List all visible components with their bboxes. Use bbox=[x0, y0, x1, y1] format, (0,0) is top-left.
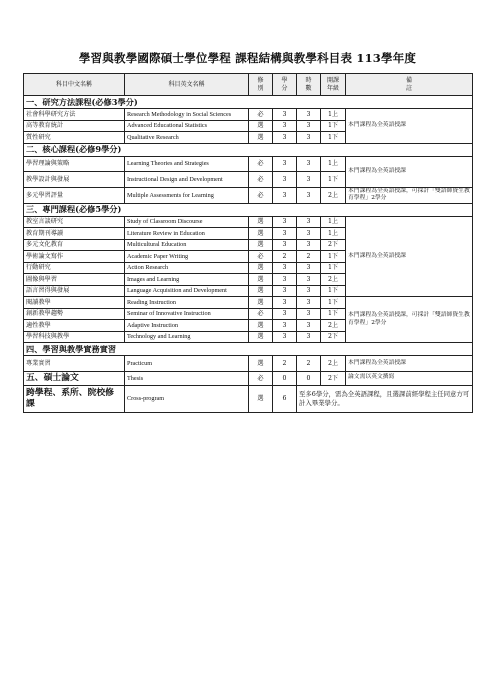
course-hours: 0 bbox=[297, 371, 321, 385]
course-hours: 3 bbox=[297, 285, 321, 297]
course-en: Instructional Design and Development bbox=[125, 172, 249, 188]
course-semester: 2上 bbox=[321, 274, 346, 286]
course-type: 必 bbox=[249, 251, 273, 263]
course-hours: 3 bbox=[297, 109, 321, 121]
course-en: Learning Theories and Strategies bbox=[125, 156, 249, 172]
course-en: Practicum bbox=[125, 356, 249, 372]
course-en: Multiple Assessments for Learning bbox=[125, 187, 249, 203]
course-hours: 3 bbox=[297, 262, 321, 274]
table-row bbox=[24, 187, 473, 203]
course-en: Cross-program bbox=[125, 385, 249, 412]
page-title: 學習與教學國際碩士學位學程 課程結構與教學科目表 113學年度 bbox=[78, 51, 417, 65]
header-en-name: 科目英文名稱 bbox=[125, 74, 249, 96]
course-zh: 適性教學 bbox=[24, 320, 125, 332]
course-credits: 3 bbox=[273, 156, 297, 172]
section-heading bbox=[24, 203, 473, 216]
course-note: 本門課程為全英語授課 bbox=[346, 356, 473, 372]
course-credits: 3 bbox=[273, 239, 297, 251]
course-semester: 1下 bbox=[321, 251, 346, 263]
course-en: Academic Paper Writing bbox=[125, 251, 249, 263]
course-zh: 圖像與學習 bbox=[24, 274, 125, 286]
course-hours: 3 bbox=[297, 187, 321, 203]
course-type: 選 bbox=[249, 285, 273, 297]
course-zh: 多元學習評量 bbox=[24, 187, 125, 203]
course-credits: 3 bbox=[273, 320, 297, 332]
course-type: 選 bbox=[249, 216, 273, 228]
course-credits: 3 bbox=[273, 262, 297, 274]
course-en: Technology and Learning bbox=[125, 331, 249, 343]
course-en: Images and Learning bbox=[125, 274, 249, 286]
section-heading bbox=[24, 96, 473, 109]
course-zh: 專業實習 bbox=[24, 356, 125, 372]
course-type: 選 bbox=[249, 262, 273, 274]
course-semester: 1下 bbox=[321, 132, 346, 144]
course-semester: 1上 bbox=[321, 216, 346, 228]
table-row bbox=[24, 109, 473, 121]
course-type: 選 bbox=[249, 228, 273, 240]
course-credits: 3 bbox=[273, 109, 297, 121]
course-credits: 2 bbox=[273, 356, 297, 372]
course-hours: 3 bbox=[297, 320, 321, 332]
course-zh: 學習理論與策略 bbox=[24, 156, 125, 172]
course-hours: 3 bbox=[297, 120, 321, 132]
course-hours: 3 bbox=[297, 274, 321, 286]
table-row bbox=[24, 216, 473, 228]
course-semester: 1下 bbox=[321, 285, 346, 297]
course-credits: 3 bbox=[273, 308, 297, 320]
course-en: Reading Instruction bbox=[125, 297, 249, 309]
course-semester: 2上 bbox=[321, 320, 346, 332]
course-note: 至多6學分，需為全英語課程，且選課前經學程主任同意方可計入畢業學分。 bbox=[297, 385, 473, 412]
course-hours: 3 bbox=[297, 308, 321, 320]
course-credits: 6 bbox=[273, 385, 297, 412]
course-credits: 3 bbox=[273, 331, 297, 343]
course-en: Advanced Educational Statistics bbox=[125, 120, 249, 132]
course-semester: 2上 bbox=[321, 187, 346, 203]
section-title: 四、學習與教學實務實習 bbox=[24, 343, 473, 356]
course-semester: 2下 bbox=[321, 331, 346, 343]
section-title: 一、研究方法課程(必修3學分) bbox=[24, 96, 473, 109]
course-hours: 2 bbox=[297, 251, 321, 263]
header-zh-name: 科目中文名稱 bbox=[24, 74, 125, 96]
course-type: 必 bbox=[249, 371, 273, 385]
cross-program-row bbox=[24, 385, 473, 412]
course-credits: 3 bbox=[273, 216, 297, 228]
course-type: 必 bbox=[249, 308, 273, 320]
section-heading bbox=[24, 143, 473, 156]
course-semester: 2下 bbox=[321, 371, 346, 385]
course-type: 選 bbox=[249, 320, 273, 332]
course-semester: 1下 bbox=[321, 262, 346, 274]
course-credits: 3 bbox=[273, 228, 297, 240]
course-credits: 3 bbox=[273, 172, 297, 188]
header-semester: 開課 年級 bbox=[321, 74, 346, 96]
course-semester: 1下 bbox=[321, 120, 346, 132]
course-credits: 2 bbox=[273, 251, 297, 263]
course-credits: 3 bbox=[273, 132, 297, 144]
course-type: 必 bbox=[249, 172, 273, 188]
course-hours: 2 bbox=[297, 356, 321, 372]
course-type: 選 bbox=[249, 297, 273, 309]
table-row bbox=[24, 156, 473, 172]
course-type: 選 bbox=[249, 356, 273, 372]
course-hours: 3 bbox=[297, 172, 321, 188]
course-semester: 1上 bbox=[321, 109, 346, 121]
thesis-title: 五、碩士論文 bbox=[24, 371, 125, 385]
header-type: 修 別 bbox=[249, 74, 273, 96]
curriculum-table bbox=[23, 73, 473, 413]
section-title: 三、專門課程(必修5學分) bbox=[24, 203, 473, 216]
course-zh: 教育期刊導讀 bbox=[24, 228, 125, 240]
course-semester: 1下 bbox=[321, 172, 346, 188]
course-credits: 3 bbox=[273, 187, 297, 203]
course-semester: 1下 bbox=[321, 297, 346, 309]
course-note: 本門課程為全英語授課，可採計「雙語師資生教育學程」2學分 bbox=[346, 297, 473, 343]
course-credits: 3 bbox=[273, 120, 297, 132]
course-zh: 創新教學趨勢 bbox=[24, 308, 125, 320]
course-en: Seminar of Innovative Instruction bbox=[125, 308, 249, 320]
section-heading bbox=[24, 343, 473, 356]
table-row bbox=[24, 297, 473, 309]
course-zh: 社會科學研究方法 bbox=[24, 109, 125, 121]
course-note: 本門課程為全英語授課 bbox=[346, 156, 473, 187]
course-hours: 3 bbox=[297, 216, 321, 228]
course-credits: 3 bbox=[273, 285, 297, 297]
course-note: 論文需以英文撰寫 bbox=[346, 371, 473, 385]
course-en: Multicultural Education bbox=[125, 239, 249, 251]
course-en: Language Acquisition and Development bbox=[125, 285, 249, 297]
course-note: 本門課程為全英語授課，可採計「雙語師資生教育學程」2學分 bbox=[346, 187, 473, 203]
course-type: 選 bbox=[249, 274, 273, 286]
course-en: Thesis bbox=[125, 371, 249, 385]
course-semester: 2下 bbox=[321, 239, 346, 251]
course-zh: 教學設計與發展 bbox=[24, 172, 125, 188]
course-semester: 1下 bbox=[321, 308, 346, 320]
course-hours: 3 bbox=[297, 156, 321, 172]
course-hours: 3 bbox=[297, 228, 321, 240]
course-credits: 3 bbox=[273, 274, 297, 286]
thesis-row bbox=[24, 371, 473, 385]
cross-program-title: 跨學程、系所、院校修課 bbox=[24, 385, 125, 412]
course-hours: 3 bbox=[297, 132, 321, 144]
course-zh: 多元文化教育 bbox=[24, 239, 125, 251]
header-credits: 學 分 bbox=[273, 74, 297, 96]
course-en: Qualitative Research bbox=[125, 132, 249, 144]
course-zh: 高等教育統計 bbox=[24, 120, 125, 132]
course-en: Study of Classroom Discourse bbox=[125, 216, 249, 228]
course-en: Literature Review in Education bbox=[125, 228, 249, 240]
header-hours: 時 數 bbox=[297, 74, 321, 96]
course-type: 選 bbox=[249, 132, 273, 144]
course-semester: 1上 bbox=[321, 156, 346, 172]
table-row bbox=[24, 356, 473, 372]
course-credits: 0 bbox=[273, 371, 297, 385]
course-en: Adaptive Instruction bbox=[125, 320, 249, 332]
course-zh: 教室言談研究 bbox=[24, 216, 125, 228]
course-note: 本門課程為全英語授課 bbox=[346, 109, 473, 144]
header-remarks: 備 註 bbox=[346, 74, 473, 96]
course-type: 必 bbox=[249, 187, 273, 203]
course-zh: 閱讀教學 bbox=[24, 297, 125, 309]
course-type: 必 bbox=[249, 109, 273, 121]
section-title: 二、核心課程(必修9學分) bbox=[24, 143, 473, 156]
course-hours: 3 bbox=[297, 331, 321, 343]
course-credits: 3 bbox=[273, 297, 297, 309]
course-zh: 學習科技與教學 bbox=[24, 331, 125, 343]
course-zh: 學術論文寫作 bbox=[24, 251, 125, 263]
course-zh: 行動研究 bbox=[24, 262, 125, 274]
course-note: 本門課程為全英語授課 bbox=[346, 216, 473, 297]
table-header-row bbox=[24, 74, 473, 96]
course-en: Action Research bbox=[125, 262, 249, 274]
course-zh: 語言習得與發展 bbox=[24, 285, 125, 297]
course-type: 選 bbox=[249, 385, 273, 412]
course-semester: 1上 bbox=[321, 228, 346, 240]
course-type: 必 bbox=[249, 156, 273, 172]
course-type: 選 bbox=[249, 239, 273, 251]
course-hours: 3 bbox=[297, 239, 321, 251]
course-zh: 質性研究 bbox=[24, 132, 125, 144]
course-hours: 3 bbox=[297, 297, 321, 309]
course-en: Research Methodology in Social Sciences bbox=[125, 109, 249, 121]
course-type: 選 bbox=[249, 120, 273, 132]
course-type: 選 bbox=[249, 331, 273, 343]
course-semester: 2上 bbox=[321, 356, 346, 372]
